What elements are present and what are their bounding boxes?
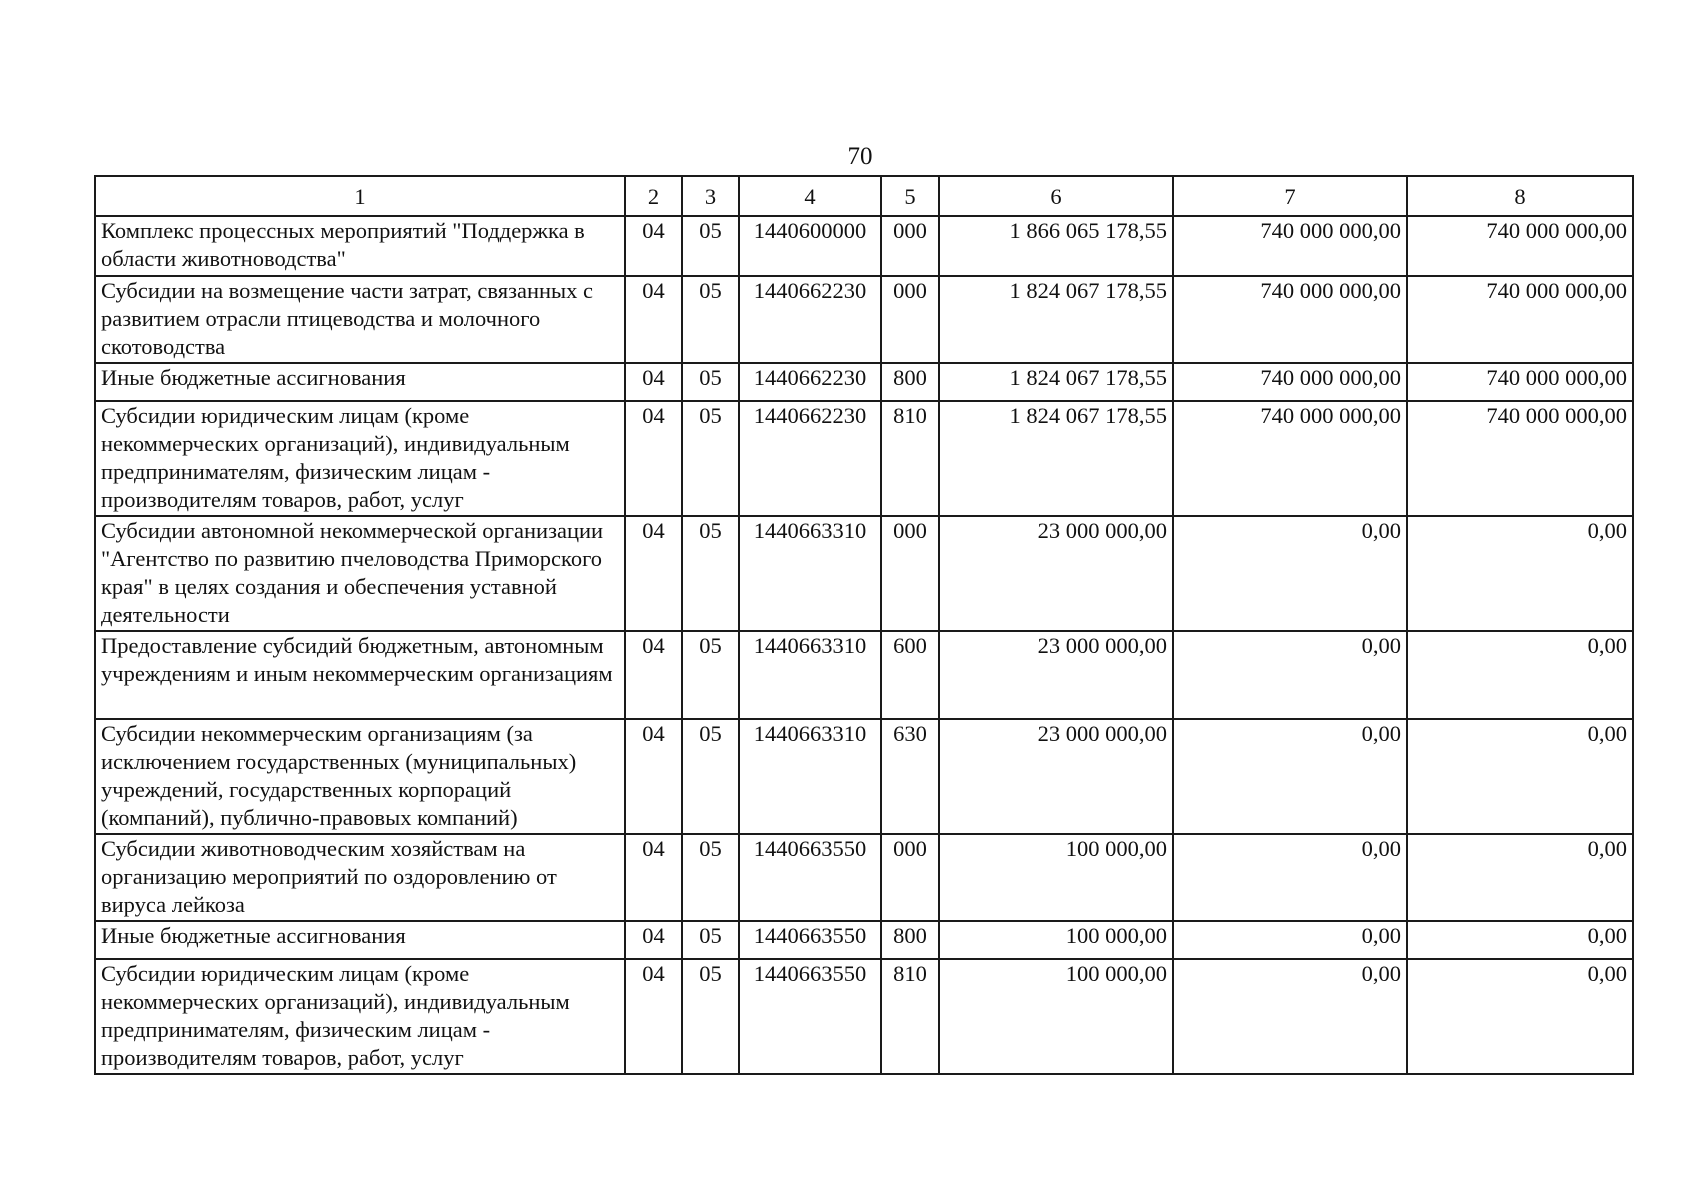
table-row — [95, 276, 1633, 363]
amount-col-8: 0,00 — [1407, 719, 1633, 834]
amount-col-7: 0,00 — [1173, 719, 1407, 834]
amount-col-6: 1 824 067 178,55 — [939, 363, 1173, 401]
budget-table — [94, 175, 1634, 1075]
table-row — [95, 401, 1633, 516]
amount-col-6: 23 000 000,00 — [939, 631, 1173, 719]
subsection-code: 05 — [682, 921, 739, 959]
subsection-code: 05 — [682, 401, 739, 516]
target-article-code: 1440662230 — [739, 363, 881, 401]
section-code: 04 — [625, 719, 682, 834]
amount-col-6: 23 000 000,00 — [939, 516, 1173, 631]
subsection-code: 05 — [682, 834, 739, 921]
row-name: Субсидии животноводческим хозяйствам на организацию мероприятий по оздоровлению от вируса лейкоза — [95, 834, 625, 921]
table-row — [95, 216, 1633, 276]
target-article-code: 1440663310 — [739, 516, 881, 631]
table-row — [95, 959, 1633, 1074]
expense-type-code: 800 — [881, 921, 939, 959]
amount-col-7: 0,00 — [1173, 631, 1407, 719]
header-cell: 4 — [739, 176, 881, 216]
section-code: 04 — [625, 959, 682, 1074]
table-row — [95, 719, 1633, 834]
amount-col-8: 0,00 — [1407, 834, 1633, 921]
row-name: Комплекс процессных мероприятий "Поддержка в области животноводства" — [95, 216, 625, 276]
target-article-code: 1440600000 — [739, 216, 881, 276]
amount-col-8: 740 000 000,00 — [1407, 363, 1633, 401]
amount-col-6: 23 000 000,00 — [939, 719, 1173, 834]
expense-type-code: 810 — [881, 959, 939, 1074]
row-name: Субсидии юридическим лицам (кроме некоммерческих организаций), индивидуальным предпринимателям, физическим лицам - производителям товаров, работ, услуг — [95, 959, 625, 1074]
expense-type-code: 630 — [881, 719, 939, 834]
target-article-code: 1440663550 — [739, 959, 881, 1074]
section-code: 04 — [625, 276, 682, 363]
amount-col-7: 740 000 000,00 — [1173, 276, 1407, 363]
amount-col-8: 740 000 000,00 — [1407, 216, 1633, 276]
amount-col-7: 0,00 — [1173, 834, 1407, 921]
amount-col-7: 0,00 — [1173, 516, 1407, 631]
amount-col-8: 740 000 000,00 — [1407, 276, 1633, 363]
section-code: 04 — [625, 363, 682, 401]
amount-col-6: 1 824 067 178,55 — [939, 401, 1173, 516]
row-name: Субсидии автономной некоммерческой организации "Агентство по развитию пчеловодства Приморского края" в целях создания и обеспечения уставной деятельности — [95, 516, 625, 631]
row-name: Субсидии юридическим лицам (кроме некоммерческих организаций), индивидуальным предпринимателям, физическим лицам - производителям товаров, работ, услуг — [95, 401, 625, 516]
section-code: 04 — [625, 631, 682, 719]
amount-col-6: 1 824 067 178,55 — [939, 276, 1173, 363]
subsection-code: 05 — [682, 363, 739, 401]
row-name: Предоставление субсидий бюджетным, автономным учреждениям и иным некоммерческим организациям — [95, 631, 625, 719]
amount-col-7: 740 000 000,00 — [1173, 216, 1407, 276]
subsection-code: 05 — [682, 216, 739, 276]
amount-col-7: 740 000 000,00 — [1173, 401, 1407, 516]
table-row — [95, 516, 1633, 631]
section-code: 04 — [625, 516, 682, 631]
amount-col-8: 740 000 000,00 — [1407, 401, 1633, 516]
row-name: Иные бюджетные ассигнования — [95, 363, 625, 401]
section-code: 04 — [625, 216, 682, 276]
expense-type-code: 000 — [881, 516, 939, 631]
expense-type-code: 000 — [881, 216, 939, 276]
target-article-code: 1440663310 — [739, 719, 881, 834]
page-number: 70 — [847, 143, 873, 170]
header-cell: 2 — [625, 176, 682, 216]
target-article-code: 1440663550 — [739, 921, 881, 959]
amount-col-7: 0,00 — [1173, 959, 1407, 1074]
subsection-code: 05 — [682, 631, 739, 719]
amount-col-8: 0,00 — [1407, 921, 1633, 959]
expense-type-code: 800 — [881, 363, 939, 401]
header-cell: 8 — [1407, 176, 1633, 216]
table-header-row — [95, 176, 1633, 216]
section-code: 04 — [625, 921, 682, 959]
expense-type-code: 000 — [881, 834, 939, 921]
amount-col-6: 100 000,00 — [939, 834, 1173, 921]
header-cell: 5 — [881, 176, 939, 216]
header-cell: 1 — [95, 176, 625, 216]
subsection-code: 05 — [682, 719, 739, 834]
target-article-code: 1440662230 — [739, 276, 881, 363]
row-name: Иные бюджетные ассигнования — [95, 921, 625, 959]
expense-type-code: 000 — [881, 276, 939, 363]
target-article-code: 1440663310 — [739, 631, 881, 719]
subsection-code: 05 — [682, 516, 739, 631]
row-name: Субсидии на возмещение части затрат, связанных с развитием отрасли птицеводства и молочного скотоводства — [95, 276, 625, 363]
expense-type-code: 600 — [881, 631, 939, 719]
table-row — [95, 921, 1633, 959]
amount-col-8: 0,00 — [1407, 516, 1633, 631]
section-code: 04 — [625, 834, 682, 921]
amount-col-6: 100 000,00 — [939, 959, 1173, 1074]
amount-col-6: 100 000,00 — [939, 921, 1173, 959]
table-row — [95, 631, 1633, 719]
header-cell: 3 — [682, 176, 739, 216]
row-name: Субсидии некоммерческим организациям (за исключением государственных (муниципальных) учреждений, государственных корпораций (компаний), публично-правовых компаний) — [95, 719, 625, 834]
amount-col-7: 0,00 — [1173, 921, 1407, 959]
expense-type-code: 810 — [881, 401, 939, 516]
header-cell: 7 — [1173, 176, 1407, 216]
target-article-code: 1440662230 — [739, 401, 881, 516]
table-row — [95, 363, 1633, 401]
amount-col-8: 0,00 — [1407, 959, 1633, 1074]
table-row — [95, 834, 1633, 921]
amount-col-6: 1 866 065 178,55 — [939, 216, 1173, 276]
amount-col-8: 0,00 — [1407, 631, 1633, 719]
subsection-code: 05 — [682, 959, 739, 1074]
header-cell: 6 — [939, 176, 1173, 216]
section-code: 04 — [625, 401, 682, 516]
subsection-code: 05 — [682, 276, 739, 363]
target-article-code: 1440663550 — [739, 834, 881, 921]
amount-col-7: 740 000 000,00 — [1173, 363, 1407, 401]
